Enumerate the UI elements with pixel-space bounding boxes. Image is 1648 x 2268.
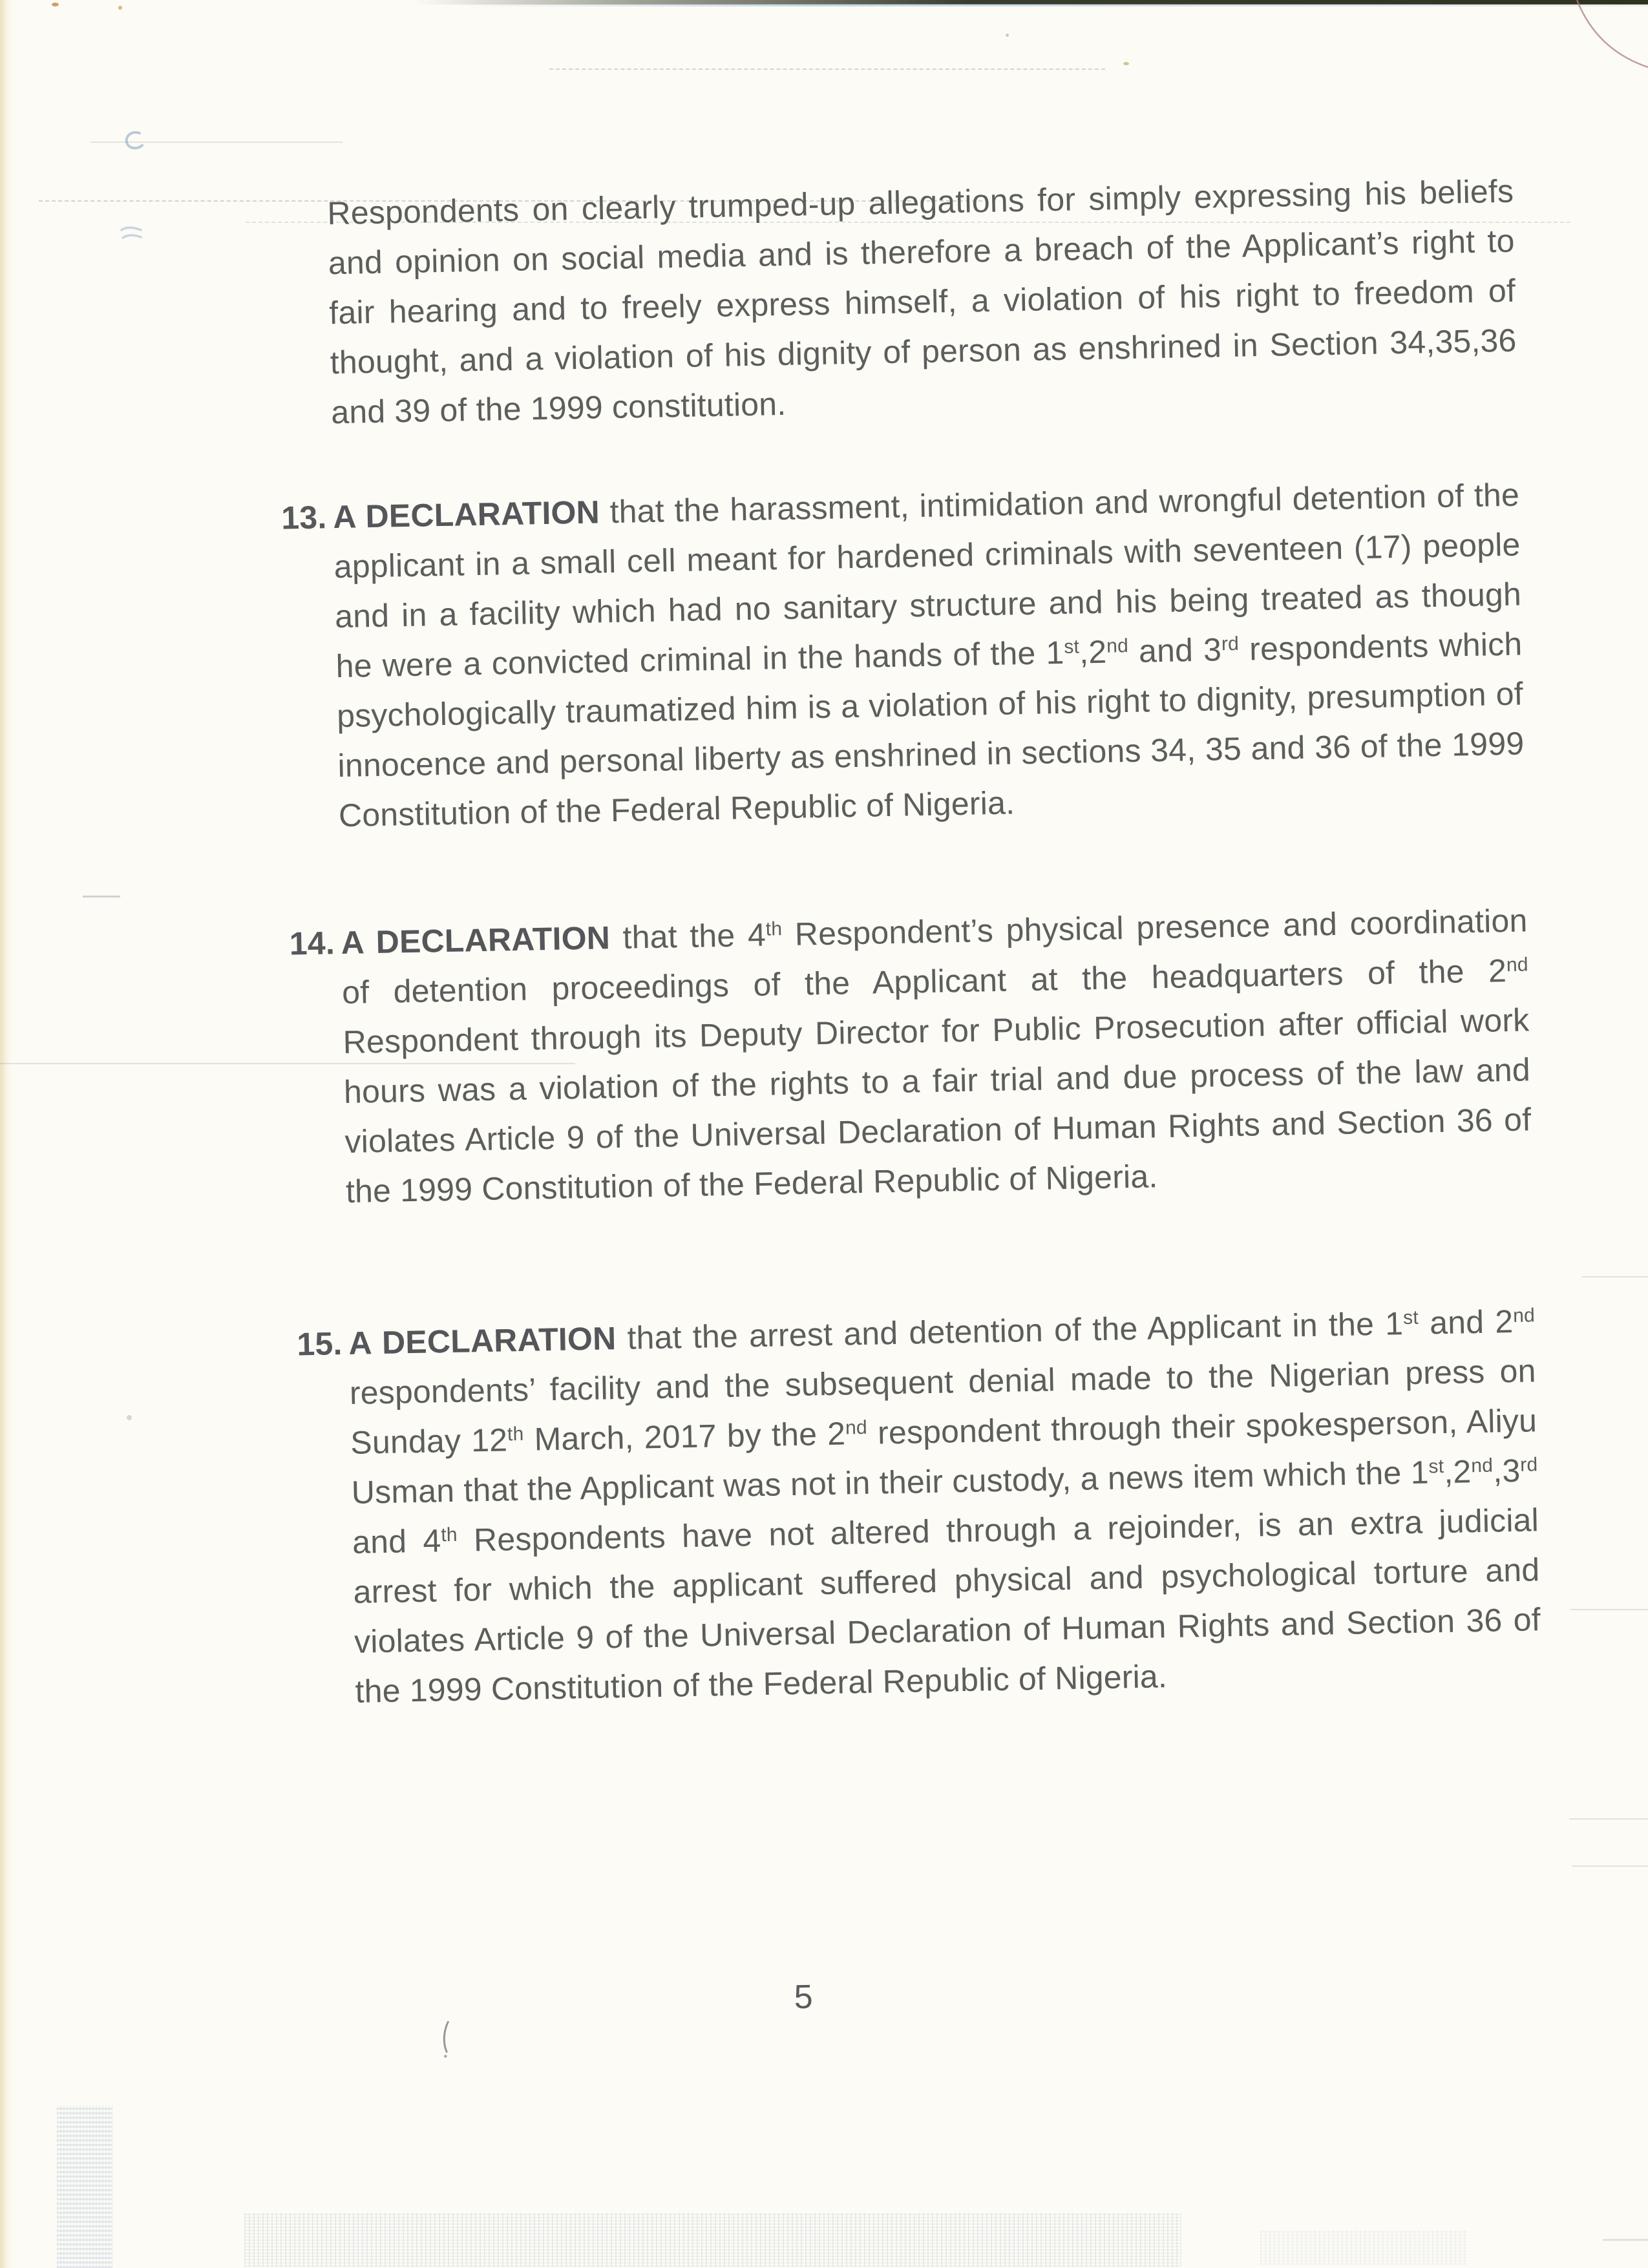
item-15-text: A DECLARATION that the arrest and detention of the Applicant in the 1st and 2nd respondents’ facility and the subsequent denial made to the Nigerian press on Sunday 12th March, 2017 by the 2nd respondent through their spokesperson, Aliyu Usman that the Applicant was not in their custody, a news item which the 1st,2nd,3rd and 4th Respondents have not altered through a rejoinder, is an extra judicial arrest for which the applicant suffered physical and psychological torture and violates Article 9 of the Universal Declaration of Human Rights and Section 36 of the 1999 Constitution of the Federal Republic of Nigeria. xyxy=(348,1303,1541,1710)
scan-noise-bottom-band xyxy=(1260,2231,1467,2265)
ink-squiggle-mark xyxy=(435,2021,458,2060)
scanner-speck xyxy=(52,3,59,6)
page-number: 5 xyxy=(794,1978,814,2017)
scanner-top-edge-tint xyxy=(452,4,1648,6)
scan-streak xyxy=(1569,1818,1648,1820)
scan-streak xyxy=(549,68,1105,70)
scanner-speck xyxy=(1006,34,1009,37)
declaration-item-15 xyxy=(5,1294,1648,1723)
paragraph-continuation: Respondents on clearly trumped-up allegations for simply expressing his beliefs and opinion on social media and is therefore a breach of the Applicant’s right to fair hearing and to freely express himself, a violation of his right to freedom of thought, and a violation of his dignity of person as enshrined in Section 34,35,36 and 39 of the 1999 constitution. xyxy=(326,173,1517,431)
item-13-text: A DECLARATION that the harassment, intimidation and wrongful detention of the applicant in a small cell meant for hardened criminals with seventeen (17) people and in a facility which had no sanitary structure and his being treated as though he were a convicted criminal in the hands of the 1st,2nd and 3rd respondents which psychologically traumatized him is a violation of his right to dignity, presumption of innocence and personal liberty as enshrined in sections 34, 35 and 36 of the 1999 Constitution of the Federal Republic of Nigeria. xyxy=(332,476,1525,834)
scanner-speck xyxy=(118,6,122,10)
item-number: 13. xyxy=(280,499,327,536)
item-number: 14. xyxy=(289,925,335,962)
scan-streak xyxy=(1603,2239,1648,2241)
scan-noise-bottom-band xyxy=(244,2213,1181,2267)
margin-mark-blue-squiggle xyxy=(123,129,146,152)
scanner-speck xyxy=(1123,62,1129,65)
item-14-text: A DECLARATION that the 4th Respondent’s physical presence and coordination of detention proceedings of the Applicant at the headquarters of the 2nd Respondent through its Deputy Director for Public Prosecution after official work hours was a violation of the rights to a fair trial and due process of the law and violates Article 9 of the Universal Declaration of Human Rights and Section 36 of the 1999 Constitution of the Federal Republic of Nigeria. xyxy=(341,902,1532,1210)
declaration-item-14 xyxy=(0,894,1648,1223)
scan-streak xyxy=(1572,1865,1648,1867)
document-text-block xyxy=(0,164,1648,2017)
item-number: 15. xyxy=(296,1325,343,1363)
declaration-item-13 xyxy=(0,468,1643,847)
scan-noise-left-column xyxy=(57,2105,112,2268)
